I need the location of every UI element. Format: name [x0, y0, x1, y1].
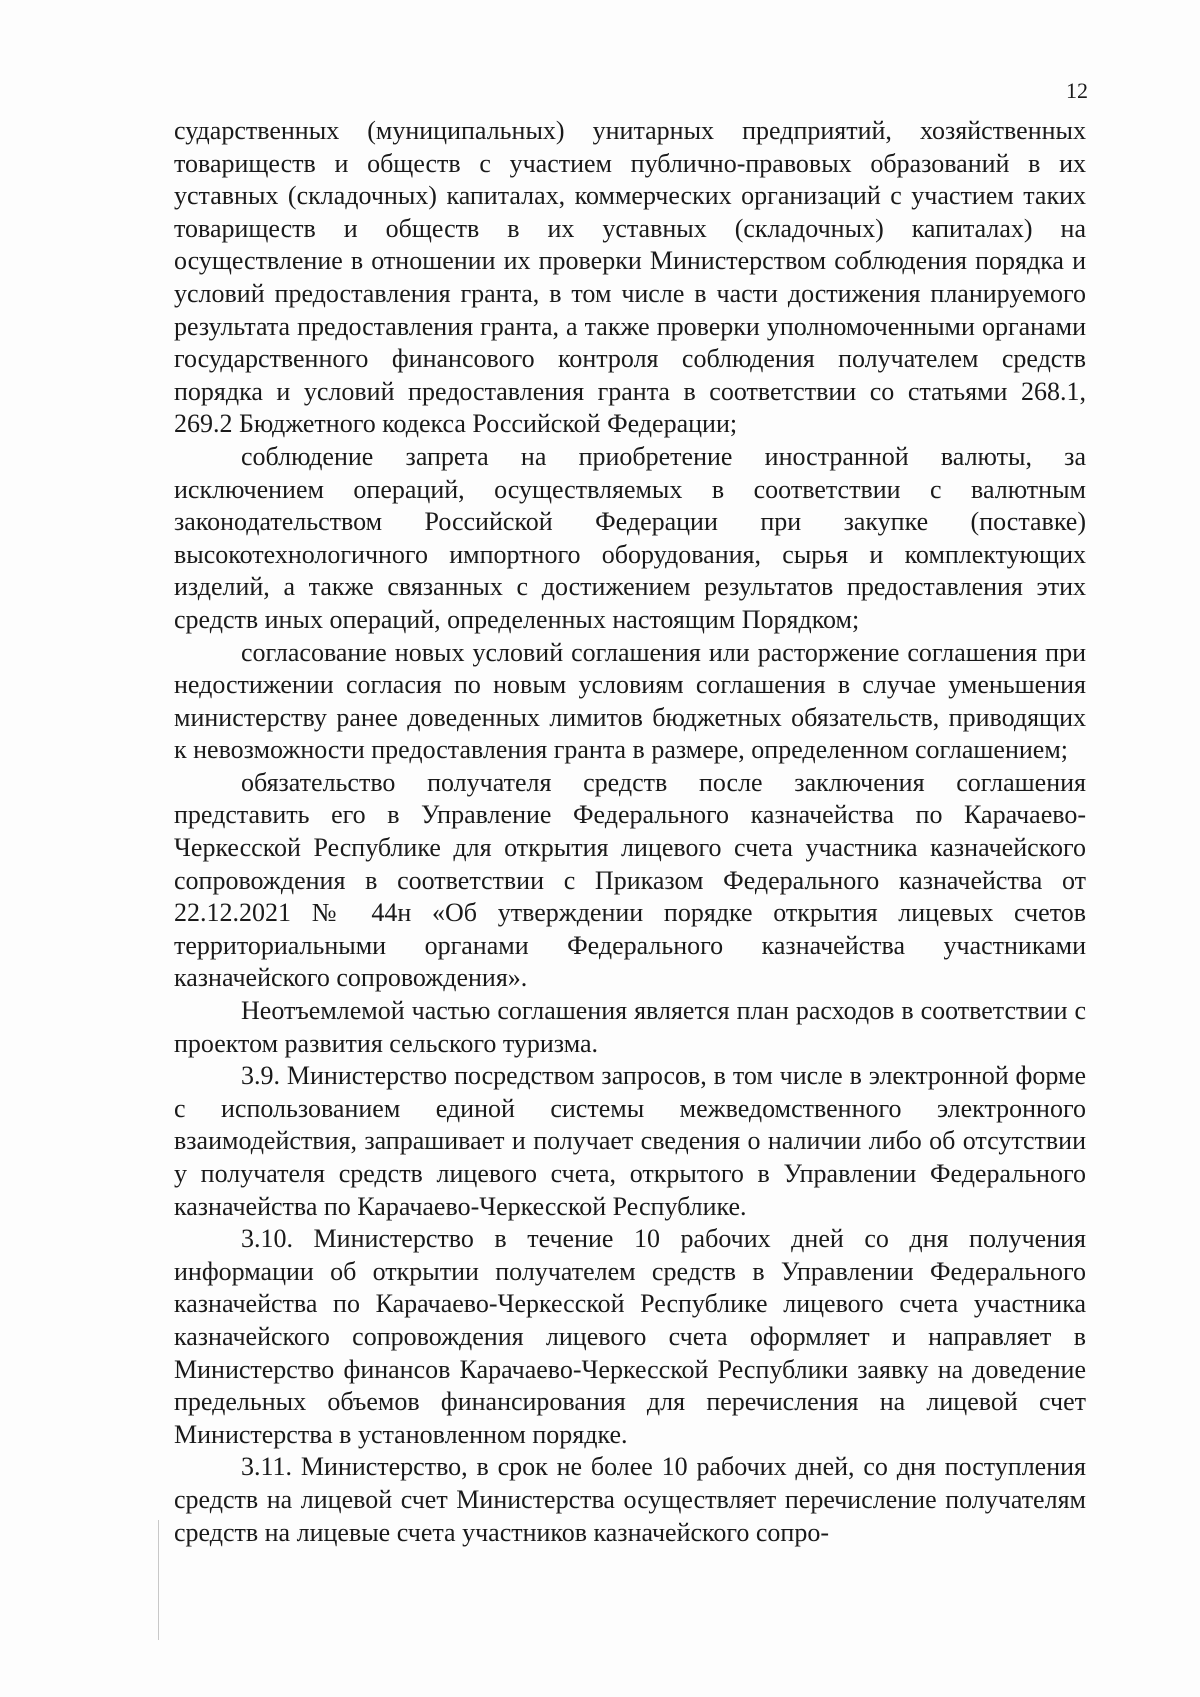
page-number: 12: [1066, 78, 1088, 103]
scan-artifact-line: [158, 1520, 159, 1640]
paragraph-agreement-terms: согласование новых условий соглашения или расторжение соглашения при недостижении согласия по новым условиям соглашения в случае уменьшения министерству ранее доведенных лимитов бюджетных обязательств, приводящих к невозможности предоставления гранта в размере, определенном соглашением;: [174, 637, 1086, 765]
paragraph-currency-ban: соблюдение запрета на приобретение иностранной валюты, за исключением операций, осуществляемых в соответствии с валютным законодательством Российской Федерации при закупке (поставке) высокотехнологичного импортного оборудования, сырья и комплектующих изделий, а также связанных с достижением результатов предоставления этих средств иных операций, определенных настоящим Порядком;: [174, 441, 1086, 634]
paragraph-continuation: сударственных (муниципальных) унитарных предприятий, хозяйственных товариществ и обществ с участием публично-правовых образований в их уставных (складочных) капиталах, коммерческих организаций с участием таких товариществ и обществ в их уставных (складочных) капиталах) на осуществление в отношении их проверки Министерством соблюдения порядка и условий предоставления гранта, в том числе в части достижения планируемого результата предоставления гранта, а также проверки уполномоченными органами государственного финансового контроля соблюдения получателем средств порядка и условий предоставления гранта в соответствии со статьями 268.1, 269.2 Бюджетного кодекса Российской Федерации;: [174, 116, 1086, 439]
paragraph-section-3-11: 3.11. Министерство, в срок не более 10 рабочих дней, со дня поступления средств на лицевой счет Министерства осуществляет перечисление получателям средств на лицевые счета участников казначейского сопро-: [174, 1452, 1086, 1547]
paragraph-expense-plan: Неотъемлемой частью соглашения является план расходов в соответствии с проектом развития сельского туризма.: [174, 996, 1086, 1058]
paragraph-section-3-10: 3.10. Министерство в течение 10 рабочих дней со дня получения информации об открытии получателем средств в Управлении Федерального казначейства по Карачаево-Черкесской Республике лицевого счета участника казначейского сопровождения лицевого счета оформляет и направляет в Министерство финансов Карачаево-Черкесской Республики заявку на доведение предельных объемов финансирования для перечисления на лицевой счет Министерства в установленном порядке.: [174, 1224, 1086, 1449]
paragraph-section-3-9: 3.9. Министерство посредством запросов, в том числе в электронной форме с использованием единой системы межведомственного электронного взаимодействия, запрашивает и получает сведения о наличии либо об отсутствии у получателя средств лицевого счета, открытого в Управлении Федерального казначейства по Карачаево-Черкесской Республике.: [174, 1061, 1086, 1221]
paragraph-obligation: обязательство получателя средств после заключения соглашения представить его в Управление Федерального казначейства по Карачаево-Черкесской Республике для открытия лицевого счета участника казначейского сопровождения в соответствии с Приказом Федерального казначейства от 22.12.2021 № 44н «Об утверждении порядке открытия лицевых счетов территориальными органами Федерального казначейства участниками казначейского сопровождения».: [174, 767, 1086, 993]
document-text: [174, 115, 1086, 1549]
